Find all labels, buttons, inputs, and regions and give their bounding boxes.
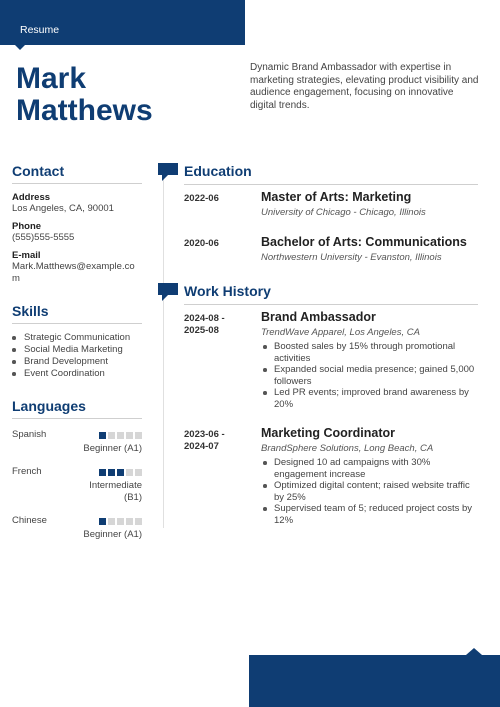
language-name: French — [12, 466, 42, 477]
proficiency-square-empty — [126, 518, 133, 525]
achievement-item: Designed 10 ad campaigns with 30% engagement increase — [261, 457, 481, 480]
proficiency-square-empty — [135, 469, 142, 476]
contact-heading: Contact — [12, 163, 142, 184]
school-name: Northwestern University - Evanston, Illinois — [261, 252, 442, 263]
entry-date: 2024-08 - 2025-08 — [184, 313, 225, 336]
language-name: Spanish — [12, 429, 47, 440]
proficiency-square-filled — [99, 469, 106, 476]
work-history-heading: Work History — [184, 283, 478, 305]
proficiency-level: Beginner (A1) — [83, 529, 142, 540]
education-section-header — [158, 163, 478, 185]
bullet-icon — [263, 461, 267, 465]
entry-date: 2022-06 — [184, 193, 219, 204]
skill-item: Event Coordination — [12, 368, 142, 380]
proficiency-square-empty — [108, 518, 115, 525]
education-heading: Education — [184, 163, 478, 185]
languages-list — [12, 429, 142, 545]
proficiency-square-empty — [126, 469, 133, 476]
contact-email — [12, 250, 142, 285]
bullet-icon — [12, 336, 16, 340]
contact-value: (555)555-5555 — [12, 232, 75, 243]
bullet-icon — [263, 391, 267, 395]
skills-list — [12, 332, 142, 380]
proficiency-square-filled — [117, 469, 124, 476]
skill-item: Brand Development — [12, 356, 142, 368]
proficiency-level: Intermediate (B1) — [89, 480, 142, 503]
bullet-icon — [12, 372, 16, 376]
bullet-icon — [263, 368, 267, 372]
achievement-list — [261, 457, 481, 526]
document-type-label: Resume — [20, 24, 60, 36]
flag-icon — [158, 163, 178, 181]
proficiency-square-empty — [108, 432, 115, 439]
proficiency-square-empty — [135, 432, 142, 439]
company-name: BrandSphere Solutions, Long Beach, CA — [261, 443, 434, 454]
language-item — [12, 429, 142, 466]
contact-label: Address — [12, 192, 51, 203]
achievement-item: Supervised team of 5; reduced project costs by 12% — [261, 503, 481, 526]
degree-title: Bachelor of Arts: Communications — [261, 235, 467, 249]
skill-item: Social Media Marketing — [12, 344, 142, 356]
job-title: Marketing Coordinator — [261, 426, 396, 440]
bullet-icon — [263, 345, 267, 349]
proficiency-square-empty — [117, 432, 124, 439]
proficiency-square-filled — [99, 518, 106, 525]
achievement-item: Optimized digital content; raised website traffic by 25% — [261, 480, 481, 503]
languages-heading: Languages — [12, 398, 142, 419]
footer-tab-decoration — [466, 648, 482, 655]
achievement-list — [261, 341, 481, 410]
language-item — [12, 515, 142, 545]
degree-title: Master of Arts: Marketing — [261, 190, 412, 204]
proficiency-bar — [99, 432, 142, 439]
sidebar — [12, 163, 142, 545]
proficiency-square-empty — [126, 432, 133, 439]
job-title: Brand Ambassador — [261, 310, 376, 324]
candidate-name — [16, 63, 231, 127]
bullet-icon — [12, 360, 16, 364]
achievement-item: Led PR events; improved brand awareness by 20% — [261, 387, 481, 410]
achievement-item: Boosted sales by 15% through promotional activities — [261, 341, 481, 364]
proficiency-bar — [99, 518, 142, 525]
school-name: University of Chicago - Chicago, Illinois — [261, 207, 426, 218]
banner-tab-decoration — [14, 44, 26, 50]
footer-block — [249, 655, 500, 707]
work-section-header — [158, 283, 478, 305]
proficiency-square-empty — [135, 518, 142, 525]
skills-heading: Skills — [12, 303, 142, 324]
proficiency-bar — [99, 469, 142, 476]
proficiency-level: Beginner (A1) — [83, 443, 142, 454]
language-item — [12, 466, 142, 515]
achievement-item: Expanded social media presence; gained 5,000 followers — [261, 364, 481, 387]
last-name: Matthews — [16, 94, 153, 127]
contact-label: E-mail — [12, 250, 41, 261]
skill-item: Strategic Communication — [12, 332, 142, 344]
entry-date: 2020-06 — [184, 238, 219, 249]
timeline-divider — [163, 168, 164, 528]
language-name: Chinese — [12, 515, 47, 526]
bullet-icon — [263, 507, 267, 511]
contact-phone — [12, 221, 142, 244]
email-link[interactable]: Mark.Matthews@example.com — [12, 261, 135, 284]
first-name: Mark — [16, 62, 87, 95]
bullet-icon — [12, 348, 16, 352]
contact-value: Los Angeles, CA, 90001 — [12, 203, 114, 214]
contact-label: Phone — [12, 221, 42, 232]
entry-date: 2023-06 - 2024-07 — [184, 429, 225, 452]
company-name: TrendWave Apparel, Los Angeles, CA — [261, 327, 420, 338]
top-banner — [0, 0, 245, 45]
contact-address — [12, 192, 142, 215]
flag-icon — [158, 283, 178, 301]
professional-summary: Dynamic Brand Ambassador with expertise in marketing strategies, elevating product visibility and audience engagement, focusing on innovative digital trends. — [250, 62, 479, 111]
proficiency-square-empty — [117, 518, 124, 525]
proficiency-square-filled — [99, 432, 106, 439]
proficiency-square-filled — [108, 469, 115, 476]
bullet-icon — [263, 484, 267, 488]
